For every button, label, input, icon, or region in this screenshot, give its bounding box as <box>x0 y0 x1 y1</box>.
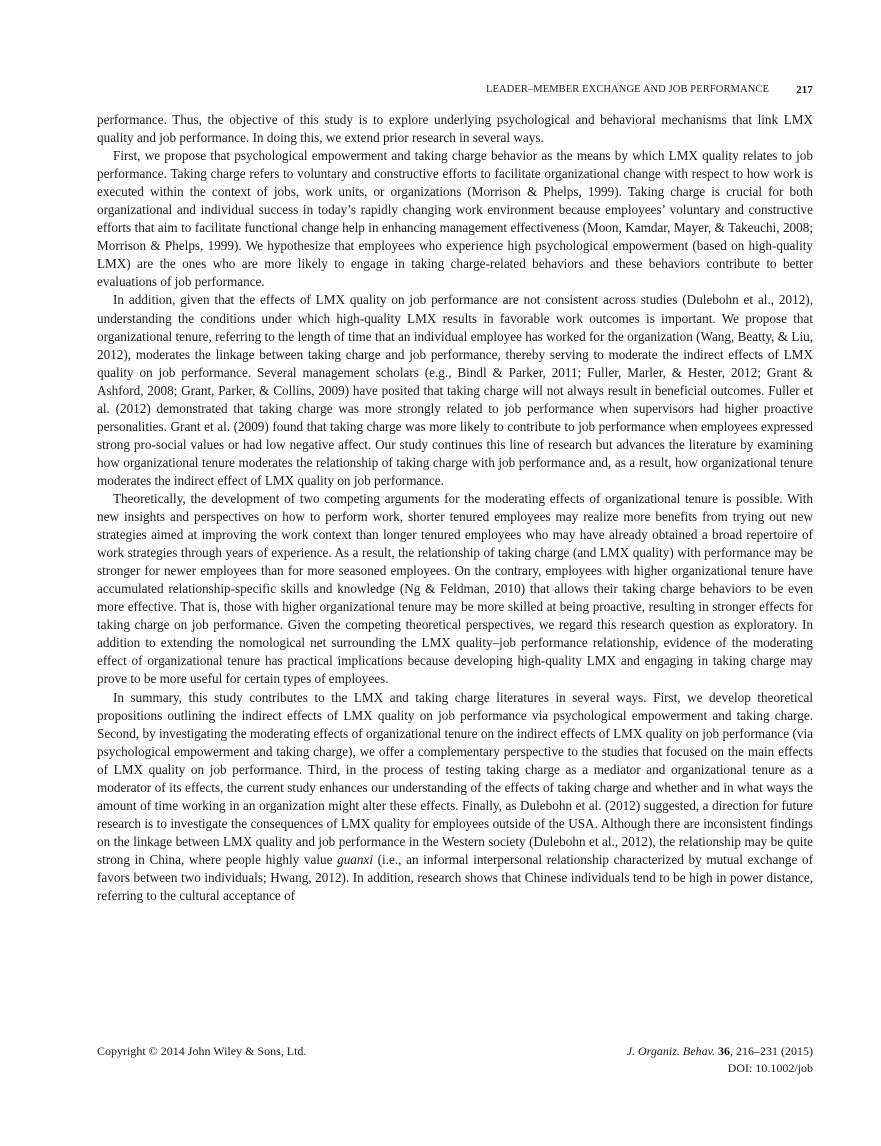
doi: DOI: 10.1002/job <box>727 1061 813 1075</box>
journal-citation <box>627 1043 813 1077</box>
journal-name: J. Organiz. Behav. <box>626 1044 715 1058</box>
journal-volume: 36 <box>718 1044 730 1058</box>
body-paragraph <box>97 111 813 147</box>
emphasized-term: guanxi <box>337 851 374 867</box>
paragraph-text: In summary, this study contributes to the LMX and taking charge literatures in several ways. First, we develop theoretical propositions outlining the indirect effects of LMX quality on job performance via psychological empowerment and taking charge. Second, by investigating the moderating effects of organizational tenure on the indirect effects of LMX quality on job performance (via psychological empowerment and taking charge), we offer a complementary perspective to the studies that focused on the main effects of LMX quality on job performance. Third, in the process of testing taking charge as a mediator and organizational tenure as a moderator of its effects, the current study enhances our understanding of the effects of taking charge and whether and in what ways the amount of time working in an organization might alter these effects. Finally, as Dulebohn et al. (2012) suggested, a direction for future research is to investigate the consequences of LMX quality for employees outside of the USA. Although there are inconsistent findings on the linkage between LMX quality and job performance in the Western society (Dulebohn et al., 2012), the relationship may be quite strong in China, where people highly value <box>97 689 813 867</box>
page-header <box>97 84 813 100</box>
article-body <box>97 111 813 905</box>
body-paragraph <box>97 490 813 689</box>
paragraph-text: (i.e., an informal interpersonal relationship characterized by mutual exchange of favors between two individuals; Hwang, 2012). In addition, research shows that Chinese individuals tend to be high in power distance, referring to the cultural acceptance of <box>97 851 813 904</box>
running-head: LEADER–MEMBER EXCHANGE AND JOB PERFORMANCE <box>485 84 769 95</box>
journal-reference <box>627 1043 813 1060</box>
page-number: 217 <box>796 84 813 96</box>
journal-pages: , 216–231 (2015) <box>730 1044 813 1058</box>
paragraph-text: Theoretically, the development of two competing arguments for the moderating effects of organizational tenure is possible. With new insights and perspectives on how to perform work, shorter tenured employees may realize more benefits from trying out new strategies aimed at improving the work context than longer tenured employees who may have already obtained a broad repertoire of work strategies through years of experience. As a result, the relationship of taking charge (and LMX quality) with performance may be stronger for newer employees than for more seasoned employees. On the contrary, employees with higher organizational tenure have accumulated relationship-specific skills and knowledge (Ng & Feldman, 2010) that allows their taking charge behaviors to be even more effective. That is, those with higher organizational tenure may be more skilled at being proactive, resulting in stronger effects for taking charge on job performance. Given the competing theoretical perspectives, we regard this research question as exploratory. In addition to extending the nomological net surrounding the LMX quality–job performance relationship, evidence of the moderating effect of organizational tenure has practical implications because developing high-quality LMX and engaging in taking charge may prove to be more useful for certain types of employees. <box>97 490 813 687</box>
paragraph-text: First, we propose that psychological empowerment and taking charge behavior as the means by which LMX quality relates to job performance. Taking charge refers to voluntary and constructive efforts to facilitate organizational change with respect to how work is executed within the context of jobs, work units, or organizations (Morrison & Phelps, 1999). Taking charge is crucial for both organizational and individual success in today’s rapidly changing work environment because employees’ voluntary and constructive efforts that aim to facilitate functional change help in enhancing management effectiveness (Moon, Kamdar, Mayer, & Takeuchi, 2008; Morrison & Phelps, 1999). We hypothesize that employees who experience high psychological empowerment (based on high-quality LMX) are the ones who are more likely to engage in taking charge-related behaviors and these behaviors contribute to better evaluations of job performance. <box>97 148 813 290</box>
paragraph-text: In addition, given that the effects of LMX quality on job performance are not consistent across studies (Dulebohn et al., 2012), understanding the conditions under which high-quality LMX results in favorable work outcomes is important. We propose that organizational tenure, referring to the length of time that an individual employee has worked for the organization (Wang, Beatty, & Liu, 2012), moderates the linkage between taking charge and job performance, thereby serving to moderate the indirect effects of LMX quality on job performance. Several management scholars (e.g., Bindl & Parker, 2011; Fuller, Marler, & Hester, 2012; Grant & Ashford, 2008; Grant, Parker, & Collins, 2009) have posited that taking charge will not always result in beneficial outcomes. Fuller et al. (2012) demonstrated that taking charge was more strongly related to job performance when supervisors had higher proactive personalities. Grant et al. (2009) found that taking charge was more likely to contribute to job performance when employees expressed strong pro-social values or had low negative affect. Our study continues this line of research but advances the literature by examining how organizational tenure moderates the relationship of taking charge with job performance and, as a result, how organizational tenure moderates the indirect effect of LMX quality on job performance. <box>97 292 813 488</box>
paragraph-text: performance. Thus, the objective of this study is to explore underlying psychological and behavioral mechanisms that link LMX quality and job performance. In doing this, we extend prior research in several ways. <box>97 112 813 146</box>
body-paragraph <box>97 689 813 906</box>
body-paragraph <box>97 291 813 490</box>
copyright-notice: Copyright © 2014 John Wiley & Sons, Ltd. <box>97 1044 307 1058</box>
body-paragraph <box>97 147 813 291</box>
